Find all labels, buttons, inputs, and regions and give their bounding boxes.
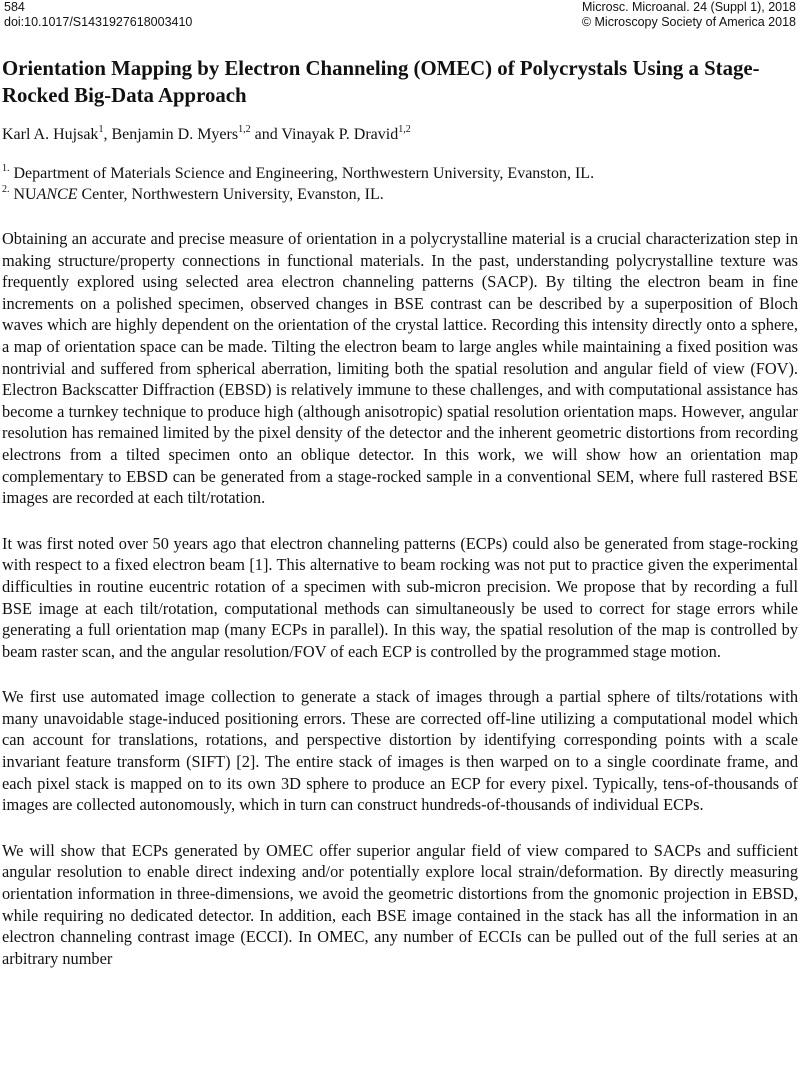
author-name: Benjamin D. Myers (111, 126, 239, 143)
affiliation-text: Center, Northwestern University, Evanston, IL. (77, 186, 384, 203)
affiliation-prefix: NU (9, 186, 37, 203)
affiliation (2, 184, 798, 205)
affiliation-emphasis: ANCE (36, 186, 78, 203)
affiliation (2, 163, 798, 184)
author-affiliation-ref: 1,2 (238, 123, 251, 135)
affiliation-list (2, 163, 798, 205)
author-separator: , (103, 126, 112, 143)
article-title: Orientation Mapping by Electron Channeling (OMEC) of Polycrystals Using a Stage-Rocked Big-Data Approach (2, 57, 760, 107)
affiliation-text: Department of Materials Science and Engineering, Northwestern University, Evanston, IL. (9, 165, 595, 182)
body-paragraph: Obtaining an accurate and precise measure of orientation in a polycrystalline material is a crucial characterization step in making structure/property connections in functional materials. In the past, understanding polycrystalline texture was frequently explored using selected area electron channeling patterns (SACP). By tilting the electron beam in fine increments on a polished specimen, observed changes in BSE contrast can be described by a superposition of Bloch waves which are highly dependent on the orientation of the crystal lattice. Recording this intensity directly onto a sphere, a map of orientation space can be made. Tilting the electron beam to large angles while maintaining a fixed position was nontrivial and suffered from spherical aberration, limiting both the spatial resolution and angular field of view (FOV). Electron Backscatter Diffraction (EBSD) is relatively immune to these challenges, and with computational assistance has become a turnkey technique to produce high (although anisotropic) spatial resolution orientation maps. However, angular resolution has remained limited by the pixel density of the detector and the inherent geometric distortions from recording electrons from a tilted specimen onto an oblique detector. In this work, we will show how an orientation map complementary to EBSD can be generated from a stage-rocked sample in a conventional SEM, where full rastered BSE images are recorded at each tilt/rotation. (2, 229, 798, 508)
author-separator: and (250, 126, 282, 143)
author-affiliation-ref: 1 (98, 123, 104, 135)
affiliation-number: 2. (2, 183, 10, 195)
body-paragraph: It was first noted over 50 years ago that electron channeling patterns (ECPs) could also be generated from stage-rocking with respect to a fixed electron beam [1]. This alternative to beam rocking was not put to practice given the experimental difficulties in routine eucentric rotation of a specimen with sub-micron precision. We propose that by recording a full BSE image at each tilt/rotation, computational methods can simultaneously be used to correct for stage errors while generating a full orientation map (many ECPs in parallel). In this way, the spatial resolution of the map is controlled by beam raster scan, and the angular resolution/FOV of each ECP is controlled by the programmed stage motion. (2, 533, 798, 661)
body-paragraph: We will show that ECPs generated by OMEC offer superior angular field of view compared to SACPs and sufficient angular resolution to enable direct indexing and/or potentially explore local strain/deformation. By directly measuring orientation information in three-dimensions, we avoid the geometric distortions from the gnomonic projection in EBSD, while requiring no dedicated detector. In addition, each BSE image contained in the stack has all the information in an electron channeling contrast image (ECCI). In OMEC, any number of ECCIs can be pulled out of the full series at an arbitrary number (2, 840, 798, 968)
author-name: Karl A. Hujsak (2, 126, 99, 143)
author-list (2, 125, 798, 145)
page-number: 584 (4, 0, 25, 14)
copyright: © Microscopy Society of America 2018 (581, 15, 796, 29)
body-paragraph: We first use automated image collection to generate a stack of images through a partial sphere of tilts/rotations with many unavoidable stage-induced positioning errors. These are corrected off-line utilizing a computational model which can account for translations, rotations, and perspective distortion by identifying corresponding points with a scale invariant feature transform (SIFT) [2]. The entire stack of images is then warped on to a single coordinate frame, and each pixel stack is mapped on to its own 3D sphere to produce an ECP for every pixel. Typically, tens-of-thousands of images are collected autonomously, which in turn can construct hundreds-of-thousands of individual ECPs. (2, 687, 798, 815)
affiliation-number: 1. (2, 162, 10, 174)
running-header-right (582, 0, 796, 30)
journal-citation: Microsc. Microanal. 24 (Suppl 1), 2018 (582, 0, 796, 14)
author-affiliation-ref: 1,2 (398, 123, 411, 135)
running-header-left (4, 0, 192, 30)
doi[interactable]: doi:10.1017/S1431927618003410 (4, 15, 193, 29)
article (2, 55, 798, 969)
author-name: Vinayak P. Dravid (281, 126, 399, 143)
